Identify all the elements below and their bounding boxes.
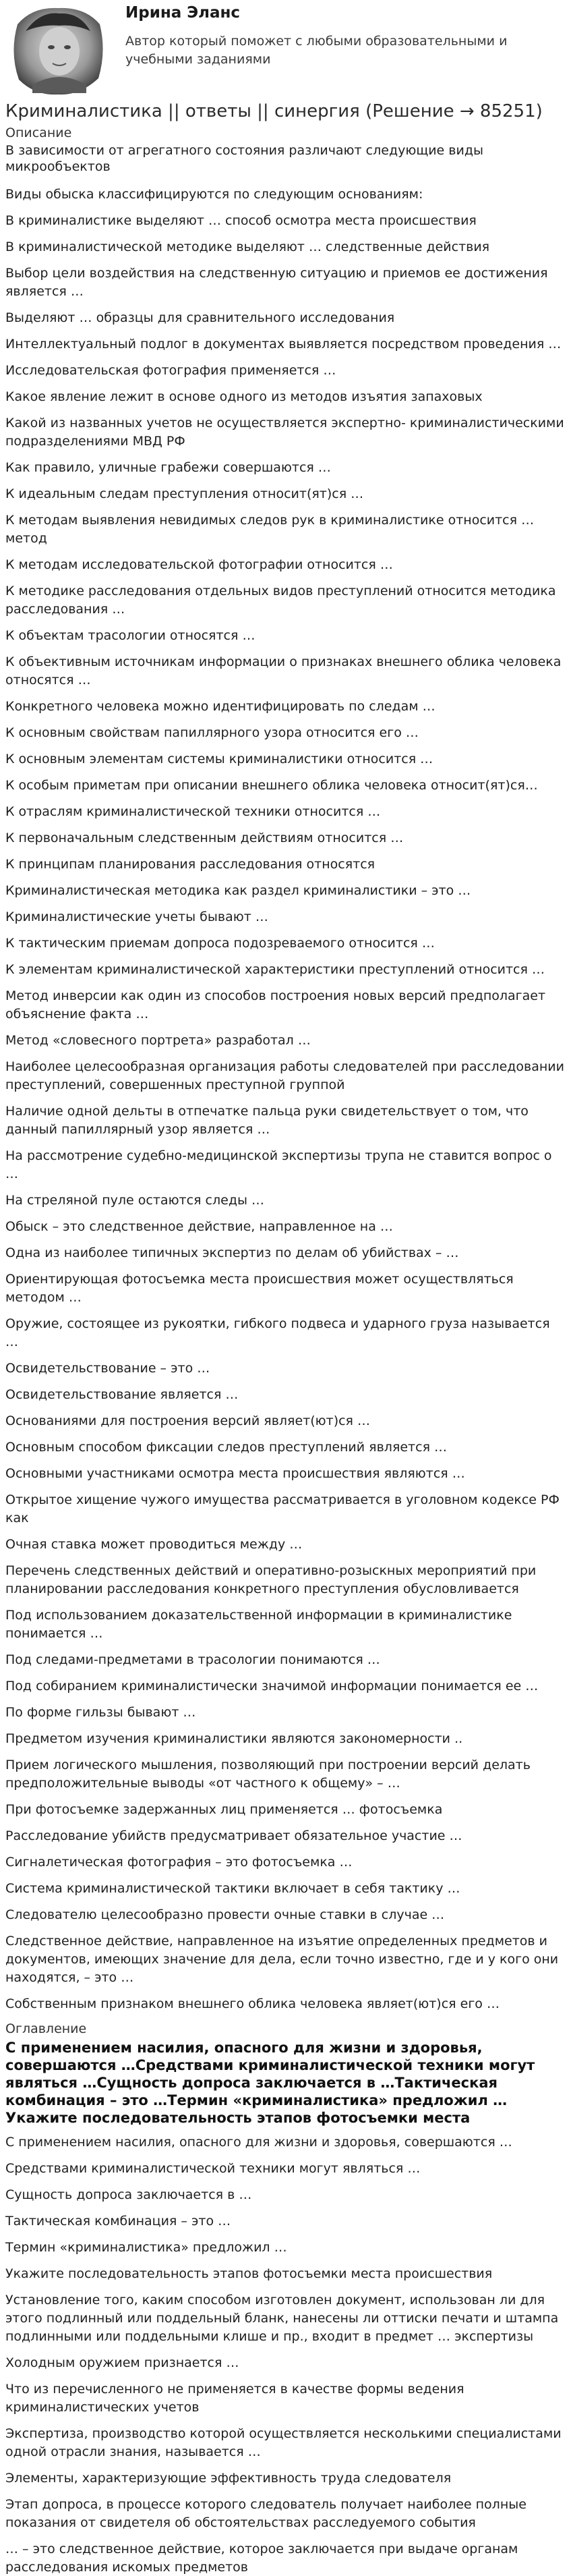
question-item: Освидетельствование – это … [5, 1361, 210, 1376]
question-item: Выделяют … образцы для сравнительного исследования [5, 310, 395, 325]
question-item: Под собиранием криминалистически значимой информации понимается ее … [5, 1679, 539, 1693]
toc-item: Установление того, каким способом изготовлен документ, использован ли для этого подлинный или поддельный бланк, нанесены ли оттиски печати и штампа подлинными или поддельными клише и пр., входит в предмет … экспертизы [5, 2293, 559, 2344]
question-item: Прием логического мышления, позволяющий при построении версий делать предположительные выводы «от частного к общему» – … [5, 1758, 531, 1791]
question-item: Криминалистическая методика как раздел криминалистики – это … [5, 883, 471, 898]
question-item: Какой из названных учетов не осуществляется экспертно- криминалистическими подразделениями МВД РФ [5, 416, 564, 449]
question-item: К объективным источникам информации о признаках внешнего облика человека относятся … [5, 654, 562, 688]
question-item: Какое явление лежит в основе одного из методов изъятия запаховых [5, 389, 483, 404]
question-item: Как правило, уличные грабежи совершаются … [5, 460, 331, 475]
description-body [5, 142, 566, 2576]
question-item: К отраслям криминалистической техники относится … [5, 804, 381, 819]
question-item: Ориентирующая фотосъемка места происшествия может осуществляться методом … [5, 1272, 514, 1305]
question-item: К методам исследовательской фотографии относится … [5, 557, 393, 572]
question-item: Следователю целесообразно провести очные ставки в случае … [5, 1907, 445, 1922]
question-item: Сигналетическая фотография – это фотосъемка … [5, 1855, 353, 1870]
question-item: К идеальным следам преступления относит(ят)ся … [5, 486, 364, 501]
toc-label: Оглавление [5, 2021, 87, 2036]
toc-item: С применением насилия, опасного для жизни и здоровья, совершаются … [5, 2135, 512, 2150]
question-item: Под следами-предметами в трасологии понимаются … [5, 1652, 380, 1667]
question-item: По форме гильзы бывают … [5, 1705, 196, 1720]
question-item: Система криминалистической тактики включает в себя тактику … [5, 1881, 460, 1896]
author-header [0, 0, 571, 101]
question-item: К тактическим приемам допроса подозреваемого относится … [5, 936, 435, 951]
question-item: Конкретного человека можно идентифицировать по следам … [5, 699, 435, 714]
description-first-line: В зависимости от агрегатного состояния различают следующие виды микрообъектов [5, 143, 483, 174]
question-item: Криминалистические учеты бывают … [5, 909, 268, 924]
question-list [5, 186, 566, 2013]
question-item: Очная ставка может проводиться между … [5, 1537, 303, 1552]
author-avatar [5, 4, 111, 99]
question-item: Виды обыска классифицируются по следующим основаниям: [5, 187, 423, 202]
question-item: Одна из наиболее типичных экспертиз по делам об убийствах – … [5, 1245, 459, 1260]
toc-item: Что из перечисленного не применяется в качестве формы ведения криминалистических учетов [5, 2382, 464, 2415]
toc-item: Термин «криминалистика» предложил … [5, 2240, 287, 2255]
toc-item: Холодным оружием признается … [5, 2355, 239, 2370]
question-item: На стреляной пуле остаются следы … [5, 1193, 264, 1208]
question-item: К методике расследования отдельных видов преступлений относится методика расследования … [5, 584, 556, 617]
question-item: Открытое хищение чужого имущества рассматривается в уголовном кодексе РФ как [5, 1492, 560, 1525]
toc-item: Этап допроса, в процессе которого следователь получает наиболее полные показания от свидетеля об обстоятельствах расследуемого события [5, 2497, 527, 2530]
question-item: К объектам трасологии относятся … [5, 628, 256, 643]
question-item: К первоначальным следственным действиям относится … [5, 831, 404, 845]
toc-item: Средствами криминалистической техники могут являться … [5, 2161, 421, 2176]
question-item: Следственное действие, направленное на изъятие определенных предметов и документов, имеющих значение для дела, если точно известно, где и у кого они находятся, – это … [5, 1934, 559, 1985]
question-item: Расследование убийств предусматривает обязательное участие … [5, 1828, 462, 1843]
toc-item: Элементы, характеризующие эффективность труда следователя [5, 2471, 452, 2486]
author-name[interactable]: Ирина Эланс [125, 4, 241, 22]
question-item: Основаниями для построения версий являет(ют)ся … [5, 1413, 371, 1428]
question-item: Освидетельствование является … [5, 1387, 239, 1402]
question-item: К особым приметам при описании внешнего облика человека относит(ят)ся… [5, 778, 538, 793]
toc-list [5, 2133, 566, 2576]
question-item: Обыск – это следственное действие, направленное на … [5, 1219, 393, 1234]
question-item: К элементам криминалистической характеристики преступлений относится … [5, 962, 545, 977]
question-item: На рассмотрение судебно-медицинской экспертизы трупа не ставится вопрос о … [5, 1148, 552, 1181]
question-item: К методам выявления невидимых следов рук в криминалистике относится … метод [5, 513, 535, 546]
question-item: Под использованием доказательственной информации в криминалистике понимается … [5, 1608, 512, 1641]
question-item: Собственным признаком внешнего облика человека являет(ют)ся его … [5, 1996, 500, 2011]
toc-bold-summary: С применением насилия, опасного для жизни и здоровья, совершаются …Средствами криминалистической техники могут являться …Сущность допроса заключается в …Тактическая комбинация – это …Термин «криминалистика» предложил …Укажите последовательность этапов фотосъемки места [5, 2040, 535, 2126]
question-item: Наличие одной дельты в отпечатке пальца руки свидетельствует о том, что данный папиллярный узор является … [5, 1104, 529, 1137]
question-item: К принципам планирования расследования относятся [5, 857, 375, 872]
question-item: В криминалистической методике выделяют … следственные действия [5, 240, 490, 254]
question-item: Наиболее целесообразная организация работы следователей при расследовании преступлений, совершенных преступной группой [5, 1059, 565, 1092]
toc-item: Укажите последовательность этапов фотосъемки места происшествия [5, 2266, 493, 2281]
question-item: При фотосъемке задержанных лиц применяется … фотосъемка [5, 1802, 443, 1817]
question-item: Перечень следственных действий и оперативно-розыскных мероприятий при планировании расследования конкретного преступления обусловливается [5, 1563, 537, 1596]
toc-item: … – это следственное действие, которое заключается при выдаче органам расследования искомых предметов [5, 2542, 518, 2575]
author-description: Автор который поможет с любыми образовательными и учебными заданиями [125, 34, 508, 67]
question-item: Метод инверсии как один из способов построения новых версий предполагает объяснение факта … [5, 988, 546, 1021]
question-item: Основным способом фиксации следов преступлений является … [5, 1440, 448, 1455]
question-item: Исследовательская фотография применяется … [5, 363, 336, 378]
question-item: Выбор цели воздействия на следственную ситуацию и приемов ее достижения является … [5, 266, 548, 299]
question-item: Оружие, состоящее из рукоятки, гибкого подвеса и ударного груза называется … [5, 1316, 550, 1349]
document-title: Криминалистика || ответы || синергия (Решение → 85251) [5, 101, 543, 121]
question-item: Метод «словесного портрета» разработал … [5, 1033, 311, 1048]
question-item: Основными участниками осмотра места происшествия являются … [5, 1466, 465, 1481]
description-label: Описание [5, 125, 72, 140]
question-item: К основным свойствам папиллярного узора относится его … [5, 725, 419, 740]
question-item: К основным элементам системы криминалистики относится … [5, 752, 433, 766]
question-item: Предметом изучения криминалистики являются закономерности .. [5, 1731, 463, 1746]
question-item: Интеллектуальный подлог в документах выявляется посредством проведения … [5, 337, 562, 352]
question-item: В криминалистике выделяют … способ осмотра места происшествия [5, 213, 477, 228]
toc-item: Тактическая комбинация – это … [5, 2214, 231, 2229]
toc-item: Сущность допроса заключается в … [5, 2187, 252, 2202]
toc-item: Экспертиза, производство которой осуществляется несколькими специалистами одной отрасли знания, называется … [5, 2426, 562, 2459]
